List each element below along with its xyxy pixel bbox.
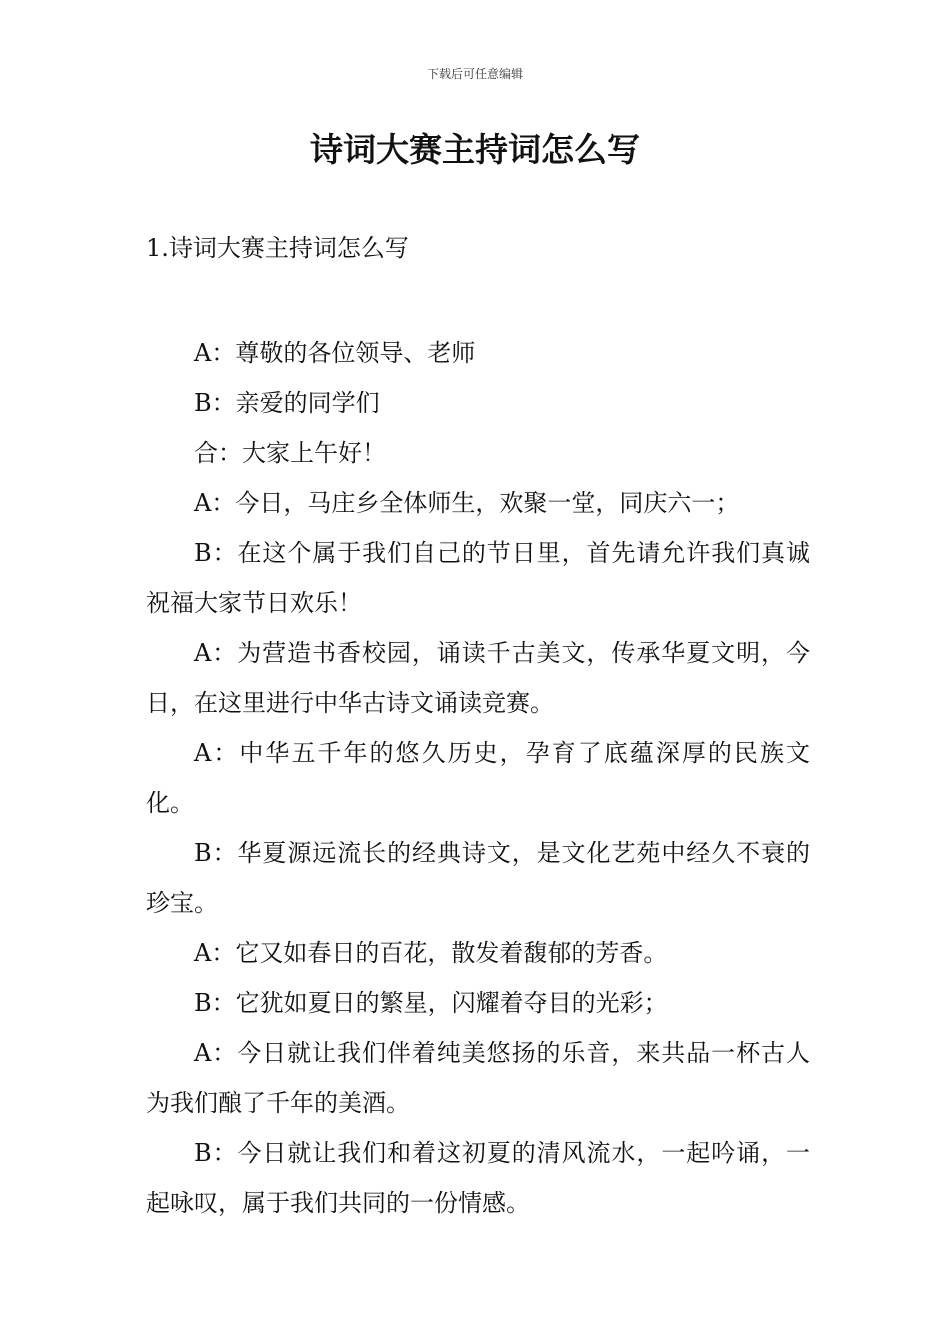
header-note: 下载后可任意编辑 [426,67,523,81]
paragraph: A：为营造书香校园，诵读千古美文，传承华夏文明，今日，在这里进行中华古诗文诵读竞赛。 [146,639,810,717]
body-text [146,328,810,1228]
paragraph: A：今日，马庄乡全体师生，欢聚一堂，同庆六一； [194,489,740,517]
paragraph: A：中华五千年的悠久历史，孕育了底蕴深厚的民族文化。 [146,739,810,817]
paragraph: A：尊敬的各位领导、老师 [194,339,476,367]
paragraph: B：在这个属于我们自己的节日里，首先请允许我们真诚祝福大家节日欢乐！ [146,539,810,617]
paragraph: B：华夏源远流长的经典诗文，是文化艺苑中经久不衰的珍宝。 [146,839,810,917]
paragraph: A：今日就让我们伴着纯美悠扬的乐音，来共品一杯古人为我们酿了千年的美酒。 [146,1039,810,1117]
paragraph: A：它又如春日的百花，散发着馥郁的芳香。 [194,939,668,967]
paragraph: B：今日就让我们和着这初夏的清风流水，一起吟诵，一起咏叹，属于我们共同的一份情感。 [146,1139,810,1217]
paragraph: B：亲爱的同学们 [194,389,380,417]
paragraph: 合：大家上午好！ [194,439,386,467]
document-title: 诗词大赛主持词怎么写 [310,130,640,169]
section-heading: 1.诗词大赛主持词怎么写 [146,234,409,262]
paragraph: B：它犹如夏日的繁星，闪耀着夺目的光彩； [194,989,668,1017]
